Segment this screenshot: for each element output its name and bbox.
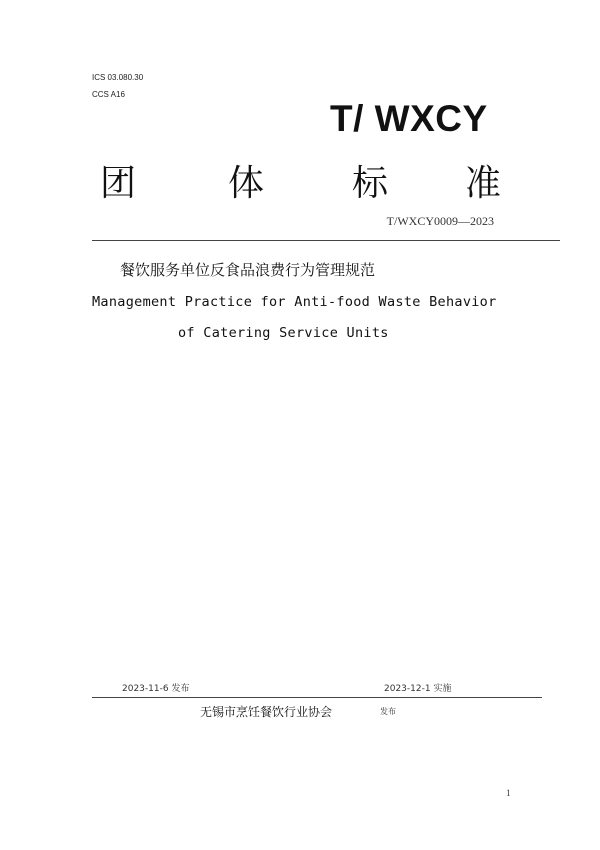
ics-code: ICS 03.080.30 [92,73,144,82]
title-english-line-2: of Catering Service Units [178,325,389,341]
standard-code: T/ WXCY [330,98,488,139]
implementation-date: 2023-12-1 实施 [384,684,452,694]
standard-type-char: 标 [352,163,389,204]
publisher-suffix: 发布 [380,707,396,716]
header-divider [92,240,560,241]
issue-date: 2023-11-6 发布 [122,684,190,694]
title-english-line-1: Management Practice for Anti-food Waste Behavior [92,294,497,310]
standard-number: T/WXCY0009—2023 [386,214,494,228]
standard-type-char: 体 [228,163,265,204]
standard-type-char: 团 [100,163,137,204]
page-number: 1 [506,788,511,798]
standard-type-char: 准 [465,163,502,204]
footer-divider [92,697,542,698]
ccs-code: CCS A16 [92,90,125,99]
publisher: 无锡市烹饪餐饮行业协会 [200,705,333,719]
title-chinese: 餐饮服务单位反食品浪费行为管理规范 [120,261,376,279]
